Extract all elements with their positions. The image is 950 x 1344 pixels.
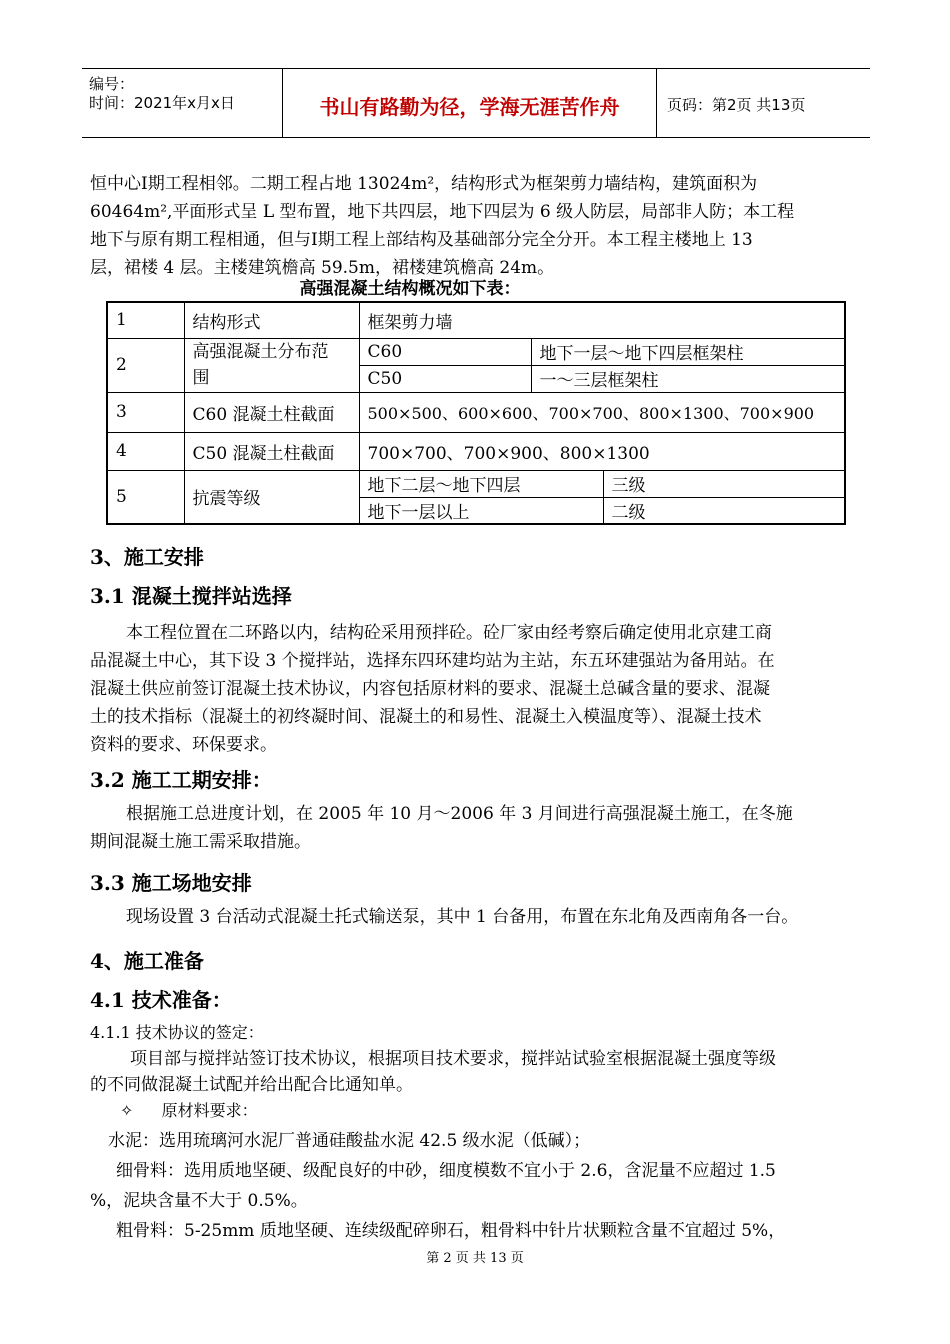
header-meta-cell xyxy=(82,69,283,137)
page-header xyxy=(82,68,870,138)
section-heading: 4、施工准备 xyxy=(90,949,204,973)
intro-paragraph xyxy=(90,170,870,282)
row-value: 框架剪力墙 xyxy=(359,302,845,338)
seismic-floor-range: 地下一层以上 xyxy=(359,497,603,524)
row-label: C60 混凝土柱截面 xyxy=(184,392,359,432)
seismic-level: 三级 xyxy=(603,470,845,497)
concrete-grade: C50 xyxy=(359,365,531,392)
document-date-label: 时间：2021年x月x日 xyxy=(89,94,235,112)
subsection-heading: 4.1 技术准备： xyxy=(90,988,232,1012)
seismic-level: 二级 xyxy=(603,497,845,524)
text-line: 期间混凝土施工需采取措施。 xyxy=(90,832,311,852)
row-label xyxy=(184,338,359,392)
table-row xyxy=(107,302,845,338)
page-footer: 第 2 页 共 13 页 xyxy=(426,1251,524,1266)
text-line: 细骨料：选用质地坚硬、级配良好的中砂，细度模数不宜小于 2.6，含泥量不应超过 1.5 xyxy=(116,1161,776,1181)
seismic-floor-range: 地下二层～地下四层 xyxy=(359,470,603,497)
row-label-line: 围 xyxy=(192,368,210,388)
table-caption: 高强混凝土结构概况如下表： xyxy=(299,279,521,299)
row-number: 2 xyxy=(107,338,184,392)
subsection-heading: 3.2 施工工期安排： xyxy=(90,768,272,792)
row-number: 1 xyxy=(107,302,184,338)
text-line: 水泥：选用琉璃河水泥厂普通硅酸盐水泥 42.5 级水泥（低碱）； xyxy=(108,1131,591,1151)
text-line: 的不同做混凝土试配并给出配合比通知单。 xyxy=(90,1075,413,1095)
text-line: 现场设置 3 台活动式混凝土托式输送泵，其中 1 台备用，布置在东北角及西南角各一台。 xyxy=(126,907,799,927)
row-number: 5 xyxy=(107,470,184,524)
text-line: 混凝土供应前签订混凝土技术协议，内容包括原材料的要求、混凝土总碱含量的要求、混凝 xyxy=(90,679,770,699)
table-row xyxy=(107,392,845,432)
text-line: 粗骨料：5-25mm 质地坚硬、连续级配碎卵石，粗骨料中针片状颗粒含量不宜超过 5%， xyxy=(116,1221,786,1241)
text-line: 本工程位置在二环路以内，结构砼采用预拌砼。砼厂家由经考察后确定使用北京建工商 xyxy=(126,623,772,643)
distribution-range: 一～三层框架柱 xyxy=(531,365,845,392)
text-line: 根据施工总进度计划，在 2005 年 10 月～2006 年 3 月间进行高强混凝土施工，在冬施 xyxy=(126,804,793,824)
text-line: 地下与原有期工程相通，但与Ⅰ期工程上部结构及基础部分完全分开。本工程主楼地上 13 xyxy=(90,230,753,250)
row-number: 4 xyxy=(107,432,184,470)
row-number: 3 xyxy=(107,392,184,432)
section-3-2-paragraph xyxy=(90,800,870,856)
header-motto: 书山有路勤为径，学海无涯苦作舟 xyxy=(319,95,620,119)
text-line: 层，裙楼 4 层。主楼建筑檐高 59.5m，裙楼建筑檐高 24m。 xyxy=(90,258,555,278)
bullet-text: 原材料要求： xyxy=(161,1101,258,1120)
row-label: 抗震等级 xyxy=(184,470,359,524)
table-row xyxy=(107,470,845,497)
text-line: 资料的要求、环保要求。 xyxy=(90,735,277,755)
subsubsection-heading: 4.1.1 技术协议的签定： xyxy=(90,1023,264,1042)
section-3-3-paragraph xyxy=(90,903,870,931)
subsection-heading: 3.3 施工场地安排 xyxy=(90,871,252,895)
row-label-line: 高强混凝土分布范 xyxy=(192,342,329,362)
header-motto-cell xyxy=(283,69,657,137)
subsection-heading: 3.1 混凝土搅拌站选择 xyxy=(90,584,292,608)
concrete-grade: C60 xyxy=(359,338,531,365)
row-value: 700×700、700×900、800×1300 xyxy=(359,432,845,470)
section-4-1-1-block xyxy=(90,1020,870,1124)
section-heading: 3、施工安排 xyxy=(90,545,204,569)
header-page-info: 页码：第2页 共13页 xyxy=(667,96,806,114)
table-row xyxy=(107,338,845,365)
document-number-label: 编号： xyxy=(89,75,135,93)
text-line: 品混凝土中心，其下设 3 个搅拌站，选择东四环建均站为主站，东五环建强站为备用站。在 xyxy=(90,651,775,671)
structure-overview-table xyxy=(106,301,846,525)
text-line: 土的技术指标（混凝土的初终凝时间、混凝土的和易性、混凝土入模温度等）、混凝土技术 xyxy=(90,707,762,727)
text-line: 60464m²,平面形式呈 L 型布置，地下共四层，地下四层为 6 级人防层，局部非人防；本工程 xyxy=(90,202,795,222)
row-label: C50 混凝土柱截面 xyxy=(184,432,359,470)
text-line: 恒中心Ⅰ期工程相邻。二期工程占地 13024m²，结构形式为框架剪力墙结构，建筑面积为 xyxy=(90,174,758,194)
table-row xyxy=(107,432,845,470)
materials-paragraph xyxy=(90,1127,870,1247)
diamond-bullet-icon: ✧ xyxy=(120,1101,134,1120)
section-3-1-paragraph xyxy=(90,619,870,759)
distribution-range: 地下一层～地下四层框架柱 xyxy=(531,338,845,365)
header-page-cell xyxy=(657,69,870,137)
bullet-item xyxy=(90,1098,870,1124)
row-label: 结构形式 xyxy=(184,302,359,338)
text-line: %，泥块含量不大于 0.5%。 xyxy=(90,1191,308,1211)
text-line: 项目部与搅拌站签订技术协议，根据项目技术要求，搅拌站试验室根据混凝土强度等级 xyxy=(130,1049,776,1069)
row-value: 500×500、600×600、700×700、800×1300、700×900 xyxy=(359,392,845,432)
